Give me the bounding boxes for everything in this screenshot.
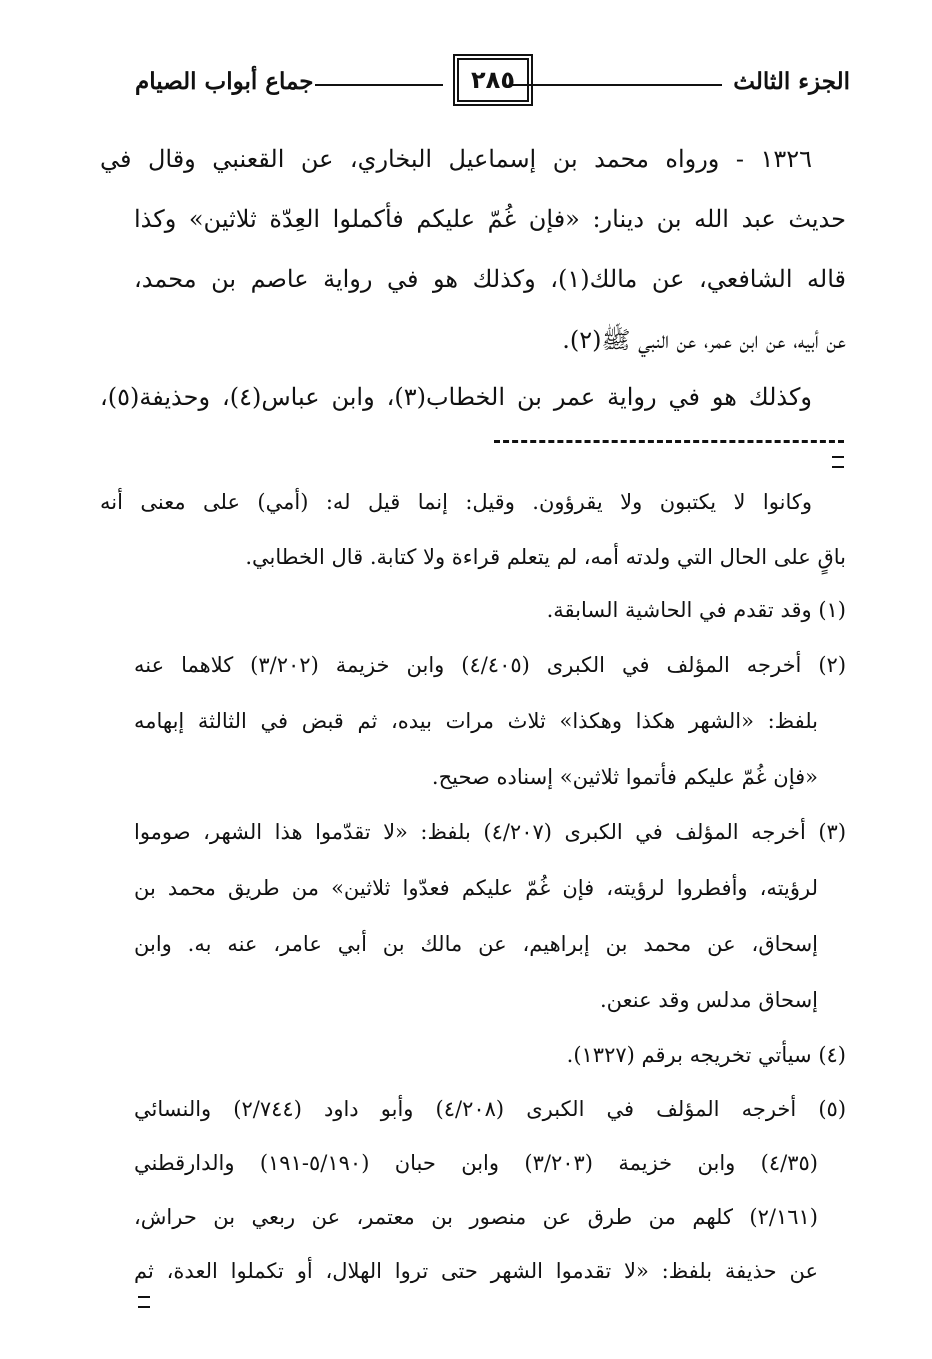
main-line: عن أبيه، عن ابن عمر، عن النبي ﷺ(٢).	[562, 326, 846, 354]
running-header	[135, 58, 850, 106]
footnote-line: لرؤيته، وأفطروا لرؤيته، فإن غُمّ عليكم فعدّوا ثلاثين» من طريق محمد بن	[134, 876, 818, 900]
footnote-5: (٥) أخرجه المؤلف في الكبرى (٤/٢٠٨) وأبو داود (٢/٧٤٤) والنسائي	[134, 1097, 847, 1121]
footnote-line: «فإن غُمّ عليكم فأتموا ثلاثين» إسناده صحيح.	[431, 765, 818, 789]
footnote-line: عن حذيفة بلفظ: «لا تقدموا الشهر حتى تروا الهلال، أو تكملوا العدة، ثم	[134, 1259, 818, 1283]
continuation-mark	[138, 1296, 150, 1308]
main-line: حديث عبد الله بن دينار: «فإن غُمّ عليكم فأكملوا العِدّة ثلاثين» وكذا	[134, 205, 846, 233]
continuation-mark	[832, 456, 844, 468]
footnote-line: (٤/٣٥) وابن خزيمة (٣/٢٠٣) وابن حبان (٥/١٩٠-١٩١) والدارقطني	[134, 1151, 818, 1175]
footnote-line: (٢/١٦١) كلهم من طرق عن منصور بن معتمر، عن ربعي بن حراش،	[134, 1205, 818, 1229]
main-line: قاله الشافعي، عن مالك(١)، وكذلك هو في رواية عاصم بن محمد،	[134, 265, 846, 293]
footnote-line: إسحاق، عن محمد بن إبراهيم، عن مالك بن أبي عامر، عنه به. وابن	[134, 932, 818, 956]
footnote-line: باقٍ على الحال التي ولدته أمه، لم يتعلم قراءة ولا كتابة. قال الخطابي.	[245, 545, 846, 569]
main-line: وكذلك هو في رواية عمر بن الخطاب(٣)، وابن عباس(٤)، وحذيفة(٥)،	[100, 383, 813, 411]
footnote-line: إسحاق مدلس وقد عنعن.	[599, 988, 818, 1012]
footnote-2: (٢) أخرجه المؤلف في الكبرى (٤/٤٠٥) وابن خزيمة (٣/٢٠٢) كلاهما عنه	[134, 653, 847, 677]
footnote-4: (٤) سيأتي تخريجه برقم (١٣٢٧).	[566, 1043, 846, 1067]
header-rule-left	[315, 84, 443, 86]
footnote-3: (٣) أخرجه المؤلف في الكبرى (٤/٢٠٧) بلفظ: «لا تقدّموا هذا الشهر، صوموا	[134, 820, 847, 844]
main-line: ١٣٢٦ - ورواه محمد بن إسماعيل البخاري، عن القعنبي وقال في	[100, 145, 812, 173]
footnote-separator	[494, 440, 844, 443]
page-number: ٢٨٥	[457, 58, 529, 102]
header-rule-right	[510, 84, 722, 86]
footnote-line: وكانوا لا يكتبون ولا يقرؤون. وقيل: إنما قيل له: (أمي) على معنى أنه	[100, 490, 812, 514]
volume-title: الجزء الثالث	[733, 68, 850, 95]
footnote-1: (١) وقد تقدم في الحاشية السابقة.	[546, 598, 846, 622]
chapter-title: جماع أبواب الصيام	[135, 68, 314, 95]
footnote-line: بلفظ: «الشهر هكذا وهكذا» ثلاث مرات بيده، ثم قبض في الثالثة إبهامه	[134, 709, 818, 733]
